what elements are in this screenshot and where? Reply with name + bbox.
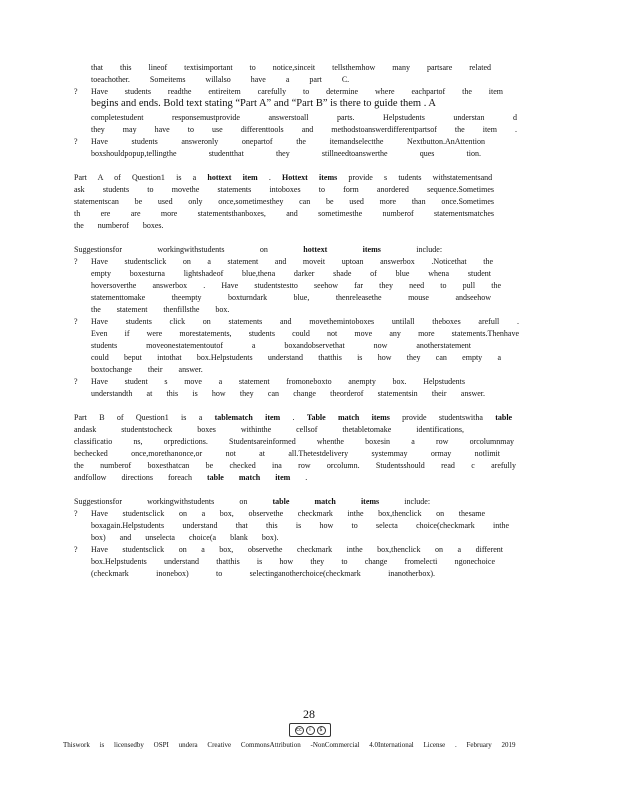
text-line: Have students answeronly onepartof the itemandselectthe Nextbutton.AnAttention [91, 137, 485, 146]
text-line: the statement thenfillsthe box. [91, 305, 230, 314]
license-footer: Thiswork is licensedby OSPI undera Creative CommonsAttribution -NonCommercial 4.0International License . February 2019 [63, 741, 516, 749]
text-line: Have students readthe entireitem carefully to determine where eachpartof the item [91, 87, 503, 96]
text-line: th ere are more statementsthanboxes, and sometimesthe numberof statementsmatches [74, 209, 494, 218]
text-line: classificatio ns, orpredictions. Studentsareinformed whenthe boxesin a row orcolumnmay [74, 437, 514, 446]
text-line: statementtomake theempty boxturndark blue, thenreleasethe mouse andseehow [91, 293, 491, 302]
attribution-icon: i [306, 726, 315, 735]
text-line: understandth at this is how they can change theorderof statementsin their answer. [91, 389, 485, 398]
text-line: Suggestionsfor workingwithstudents on hottext items include: [74, 245, 443, 254]
cc-icon: cc [296, 726, 302, 733]
page-number: 28 [303, 707, 315, 721]
bullet-marker: ? [74, 509, 78, 518]
bullet-marker: ? [74, 545, 78, 554]
text-line: bechecked once,morethanonce,or not at all.Thetestdelivery systemmay ormay notlimit [74, 449, 500, 458]
text-line: hoversoverthe answerbox . Have studentstestto seehow far they need to pull the [91, 281, 501, 290]
text-line: Part B of Question1 is a tablematch item . Table match items provide studentswitha table [74, 413, 513, 422]
bullet-marker: ? [74, 137, 78, 146]
noncommercial-icon: $ [317, 726, 326, 735]
text-line: that this lineof textisimportant to notice,sinceit tellsthemhow many partsare related [91, 63, 491, 72]
text-line: statementscan be used only once,sometimesthey can be used more than once.Sometimes [74, 197, 494, 206]
text-line: Have student s move a statement fromoneboxto anempty box. Helpstudents [91, 377, 465, 386]
text-line: (checkmark inonebox) to selectinganotherchoice(checkmark inanotherbox). [91, 569, 435, 578]
text-line: Suggestionsfor workingwithstudents on table match items include: [74, 497, 431, 506]
bullet-marker: ? [74, 377, 78, 386]
text-line: Have studentsclick on a box, observethe checkmark inthe box,thenclick on thesame [91, 509, 485, 518]
text-line: Have studentsclick on a box, observethe checkmark inthe box,thenclick on a different [91, 545, 503, 554]
text-line: box) and unselecta choice(a blank box). [91, 533, 279, 542]
text-line: box.Helpstudents understand thatthis is how they to change fromelecti ngonechoice [91, 557, 495, 566]
text-line: Part A of Question1 is a hottext item . Hottext items provide s tudents withstatementsand [74, 173, 493, 182]
text-line: toeachother. Someitems willalso have a part C. [91, 75, 350, 84]
text-line: Even if were morestatements, students could not move any more statements.Thenhave [91, 329, 519, 338]
text-line: they may have to use differenttools and methodstoanswerdifferentpartsof the item . [91, 125, 517, 134]
text-line: Have students click on statements and movethemintoboxes untilall theboxes arefull . [91, 317, 519, 326]
bullet-marker: ? [74, 317, 78, 326]
text-line: empty boxesturna lightshadeof blue,thena darker shade of blue whena student [91, 269, 491, 278]
cc-license-badge [289, 723, 331, 737]
text-line: could beput intothat box.Helpstudents understand thatthis is how they can empty a [91, 353, 501, 362]
text-line: students moveonestatementoutof a boxandobservethat now anotherstatement [91, 341, 471, 350]
text-line: boxagain.Helpstudents understand that this is how to selecta choice(checkmark inthe [91, 521, 509, 530]
text-line: boxshouldpopup,tellingthe studentthat they stillneedtoanswerthe ques tion. [91, 149, 481, 158]
text-line: andask studentstocheck boxes withinthe cellsof thetabletomake identifications, [74, 425, 464, 434]
text-line: andfollow directions foreach table match item . [74, 473, 308, 482]
bullet-marker: ? [74, 87, 78, 96]
text-line: the numberof boxes. [74, 221, 164, 230]
text-line: Have studentsclick on a statement and moveit uptoan answerbox .Noticethat the [91, 257, 493, 266]
bullet-marker: ? [74, 257, 78, 266]
text-line: boxtochange their answer. [91, 365, 203, 374]
text-line: completestudent responsemustprovide answerstoall parts. Helpstudents understan d [91, 113, 517, 122]
text-line: ask students to movethe statements intoboxes to form anordered sequence.Sometimes [74, 185, 494, 194]
text-line: the numberof boxesthatcan be checked ina row orcolumn. Studentsshould read c arefully [74, 461, 516, 470]
text-line: begins and ends. Bold text stating “Part A” and “Part B” is there to guide them . A [91, 98, 436, 109]
